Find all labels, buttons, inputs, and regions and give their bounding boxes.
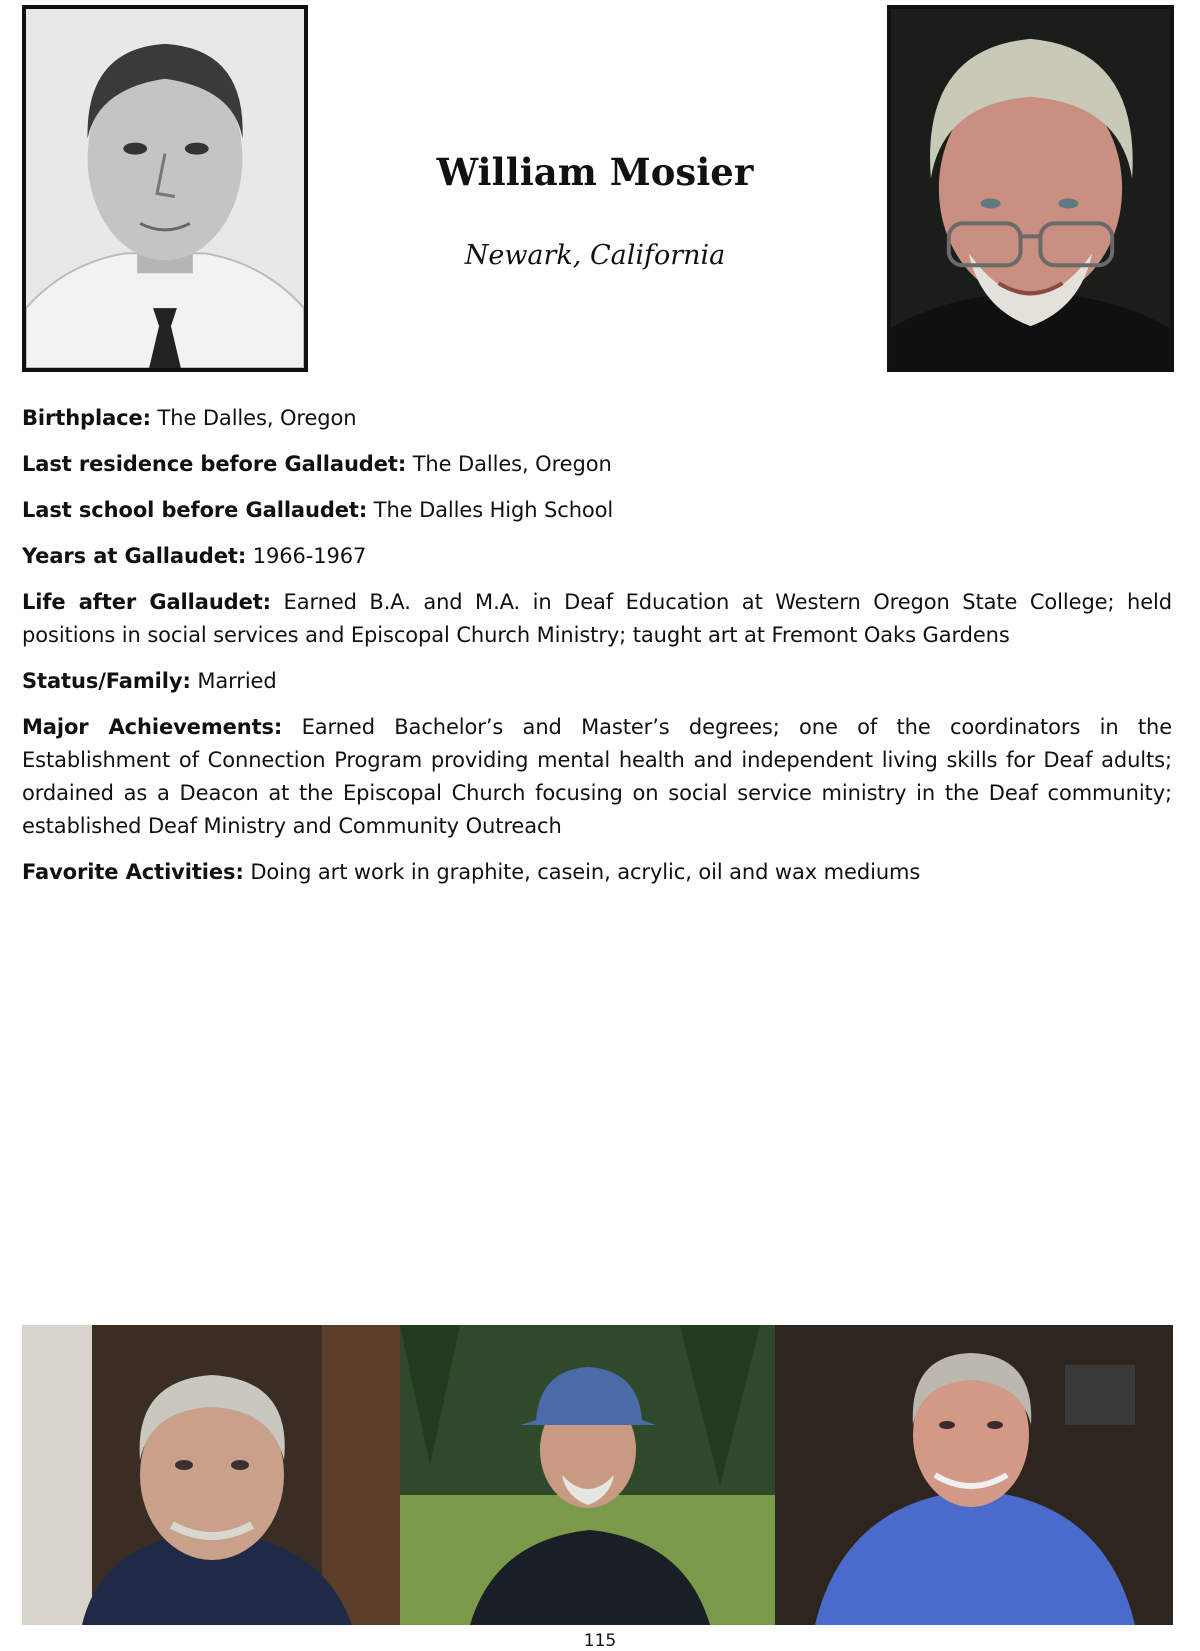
- portrait-photo-color-icon: [891, 9, 1170, 368]
- field-favorite-activities: [22, 856, 1172, 889]
- person-name: William Mosier: [436, 150, 754, 194]
- field-label: Status/Family:: [22, 669, 191, 693]
- candid-photo-outdoor: [400, 1325, 775, 1625]
- portrait-photo-bw-icon: [26, 9, 304, 368]
- yearbook-portrait-photo: [22, 5, 308, 372]
- candid-photo-home-icon: [775, 1325, 1173, 1625]
- field-value: The Dalles, Oregon: [412, 452, 612, 476]
- field-label: Last residence before Gallaudet:: [22, 452, 407, 476]
- field-label: Years at Gallaudet:: [22, 544, 247, 568]
- field-value: The Dalles, Oregon: [157, 406, 357, 430]
- field-life-after-gallaudet: [22, 586, 1172, 652]
- field-value: Earned Bachelor’s and Master’s degrees; one of the coordinators in the Establishment of Connection Program providing mental health and independent living skills for Deaf adults; ordained as a Deacon at the Episcopal Church focusing on social service ministry in the Deaf community; established Deaf Ministry and Community Outreach: [22, 715, 1173, 838]
- candid-photo-indoor-icon: [22, 1325, 400, 1625]
- field-value: Earned B.A. and M.A. in Deaf Education at Western Oregon State College; held positions in social services and Episcopal Church Ministry; taught art at Fremont Oaks Gardens: [22, 590, 1173, 647]
- field-years-at-gallaudet: [22, 540, 1172, 573]
- field-major-achievements: [22, 711, 1172, 843]
- candid-photo-indoor: [22, 1325, 400, 1625]
- field-label: Birthplace:: [22, 406, 151, 430]
- field-value: 1966-1967: [252, 544, 367, 568]
- field-label: Major Achievements:: [22, 715, 283, 739]
- field-birthplace: [22, 402, 1172, 435]
- profile-fields: [22, 402, 1172, 902]
- field-status-family: [22, 665, 1172, 698]
- field-label: Favorite Activities:: [22, 860, 244, 884]
- candid-photo-home: [775, 1325, 1173, 1625]
- field-last-residence: [22, 448, 1172, 481]
- page-number: 115: [583, 1631, 617, 1651]
- field-label: Life after Gallaudet:: [22, 590, 271, 614]
- field-label: Last school before Gallaudet:: [22, 498, 368, 522]
- person-location: Newark, California: [464, 240, 726, 271]
- field-value: The Dalles High School: [373, 498, 614, 522]
- current-portrait-photo: [887, 5, 1174, 372]
- field-last-school: [22, 494, 1172, 527]
- field-value: Doing art work in graphite, casein, acrylic, oil and wax mediums: [250, 860, 921, 884]
- candid-photo-outdoor-icon: [400, 1325, 775, 1625]
- field-value: Married: [197, 669, 277, 693]
